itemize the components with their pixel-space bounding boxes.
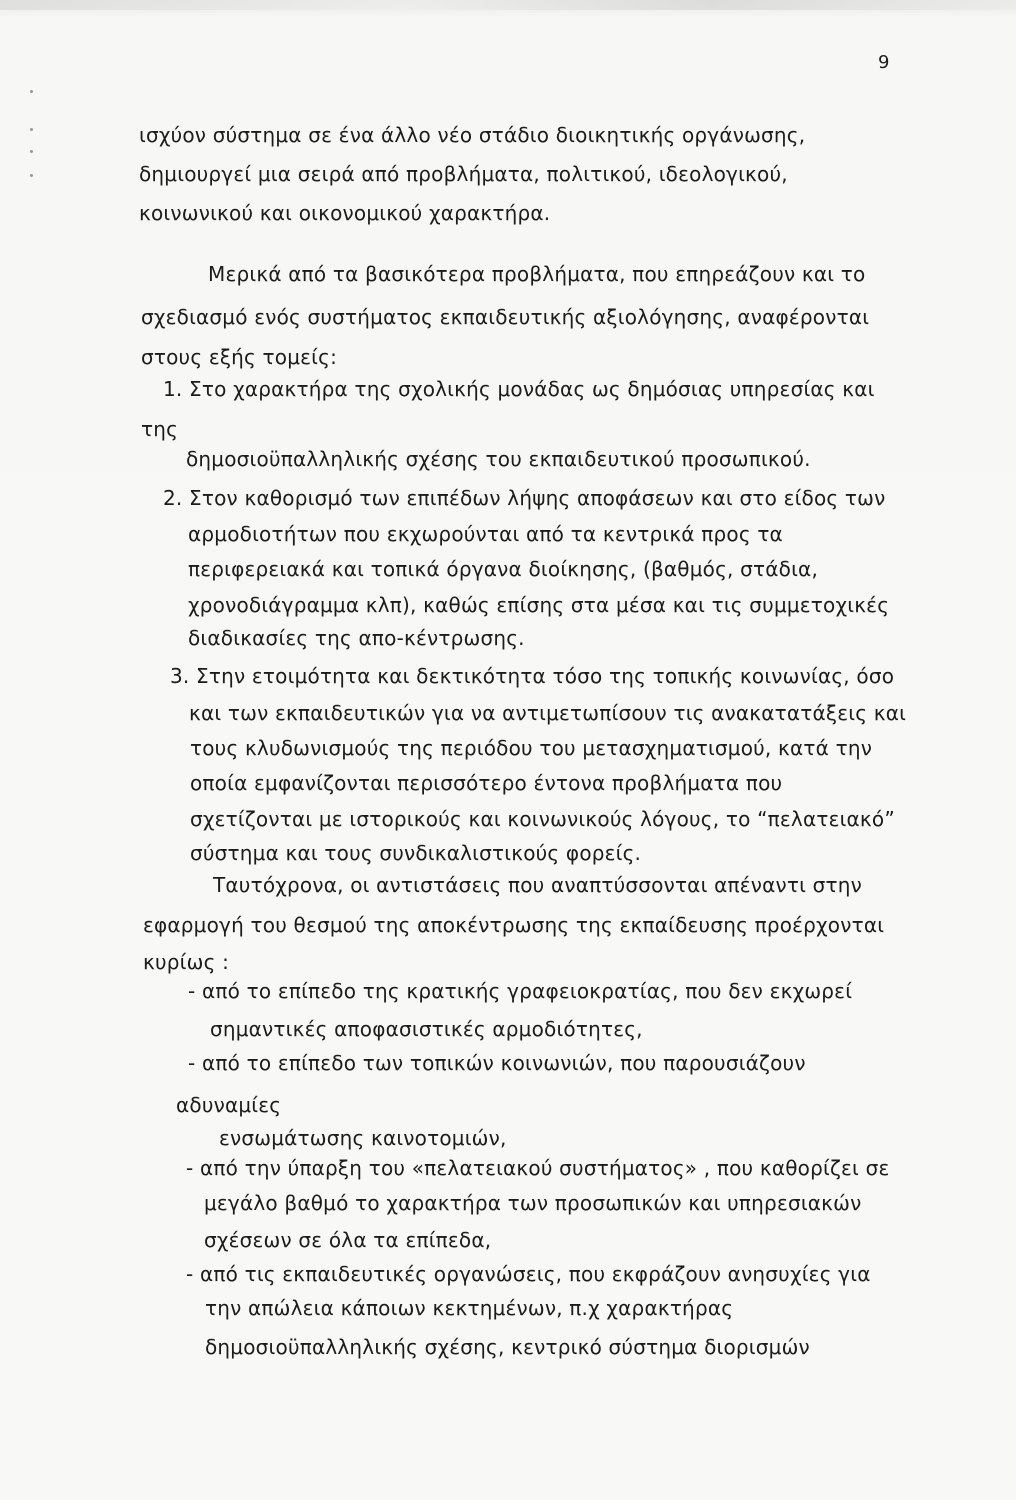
list-item: - από την ύπαρξη του «πελατειακού συστήματος» , που καθορίζει σε [186, 1156, 890, 1180]
text-line: και των εκπαιδευτικών για να αντιμετωπίσουν τις ανακατατάξεις και [189, 701, 907, 725]
list-item: 2. Στον καθορισμό των επιπέδων λήψης αποφάσεων και στο είδος των [163, 486, 886, 510]
text-line: κυρίως : [143, 950, 230, 974]
list-item: - από τις εκπαιδευτικές οργανώσεις, που εκφράζουν ανησυχίες για [186, 1262, 871, 1286]
text-line: την απώλεια κάποιων κεκτημένων, π.χ χαρακτήρας [205, 1296, 734, 1320]
text-line: σχετίζονται με ιστορικούς και κοινωνικούς λόγους, το “πελατειακό” [190, 807, 895, 831]
text-line: κοινωνικού και οικονομικού χαρακτήρα. [139, 201, 551, 225]
text-line: της [141, 417, 179, 441]
text-line: τους κλυδωνισμούς της περιόδου του μετασχηματισμού, κατά την [190, 736, 873, 760]
text-line: εφαρμογή του θεσμού της αποκέντρωσης της εκπαίδευσης προέρχονται [143, 913, 885, 937]
text-line: οποία εμφανίζονται περισσότερο έντονα προβλήματα που [190, 771, 783, 795]
text-line: περιφερειακά και τοπικά όργανα διοίκησης, (βαθμός, στάδια, [188, 557, 818, 581]
text-line: Ταυτόχρονα, οι αντιστάσεις που αναπτύσσονται απέναντι στην [213, 873, 862, 897]
page-number: 9 [878, 52, 890, 73]
text-line: σχέσεων σε όλα τα επίπεδα, [204, 1228, 492, 1252]
text-line: αδυναμίες [176, 1093, 282, 1117]
text-line: δημοσιοϋπαλληλικής σχέσης, κεντρικό σύστημα διορισμών [205, 1335, 810, 1359]
text-line: αρμοδιοτήτων που εκχωρούνται από τα κεντρικά προς τα [188, 522, 783, 546]
text-line: Μερικά από τα βασικότερα προβλήματα, που επηρεάζουν και το [208, 262, 866, 286]
text-line: ισχύον σύστημα σε ένα άλλο νέο στάδιο διοικητικής οργάνωσης, [139, 123, 806, 147]
list-item: 1. Στο χαρακτήρα της σχολικής μονάδας ως δημόσιας υπηρεσίας και [163, 377, 875, 401]
text-line: διαδικασίες της απο-κέντρωσης. [188, 626, 525, 650]
text-line: στους εξής τομείς: [141, 345, 338, 369]
text-line: δημιουργεί μια σειρά από προβλήματα, πολιτικού, ιδεολογικού, [139, 162, 788, 186]
text-line: σημαντικές αποφασιστικές αρμοδιότητες, [210, 1017, 643, 1041]
list-item: 3. Στην ετοιμότητα και δεκτικότητα τόσο της τοπικής κοινωνίας, όσο [170, 664, 895, 688]
text-line: σύστημα και τους συνδικαλιστικούς φορείς. [190, 841, 642, 865]
text-line: δημοσιοϋπαλληλικής σχέσης του εκπαιδευτικού προσωπικού. [186, 447, 811, 471]
text-line: χρονοδιάγραμμα κλπ), καθώς επίσης στα μέσα και τις συμμετοχικές [188, 593, 890, 617]
text-line: μεγάλο βαθμό το χαρακτήρα των προσωπικών και υπηρεσιακών [204, 1191, 862, 1215]
text-line: ενσωμάτωσης καινοτομιών, [219, 1126, 507, 1150]
list-item: - από το επίπεδο της κρατικής γραφειοκρατίας, που δεν εκχωρεί [188, 979, 853, 1003]
list-item: - από το επίπεδο των τοπικών κοινωνιών, που παρουσιάζουν [188, 1051, 806, 1075]
text-line: σχεδιασμό ενός συστήματος εκπαιδευτικής αξιολόγησης, αναφέρονται [141, 305, 870, 329]
